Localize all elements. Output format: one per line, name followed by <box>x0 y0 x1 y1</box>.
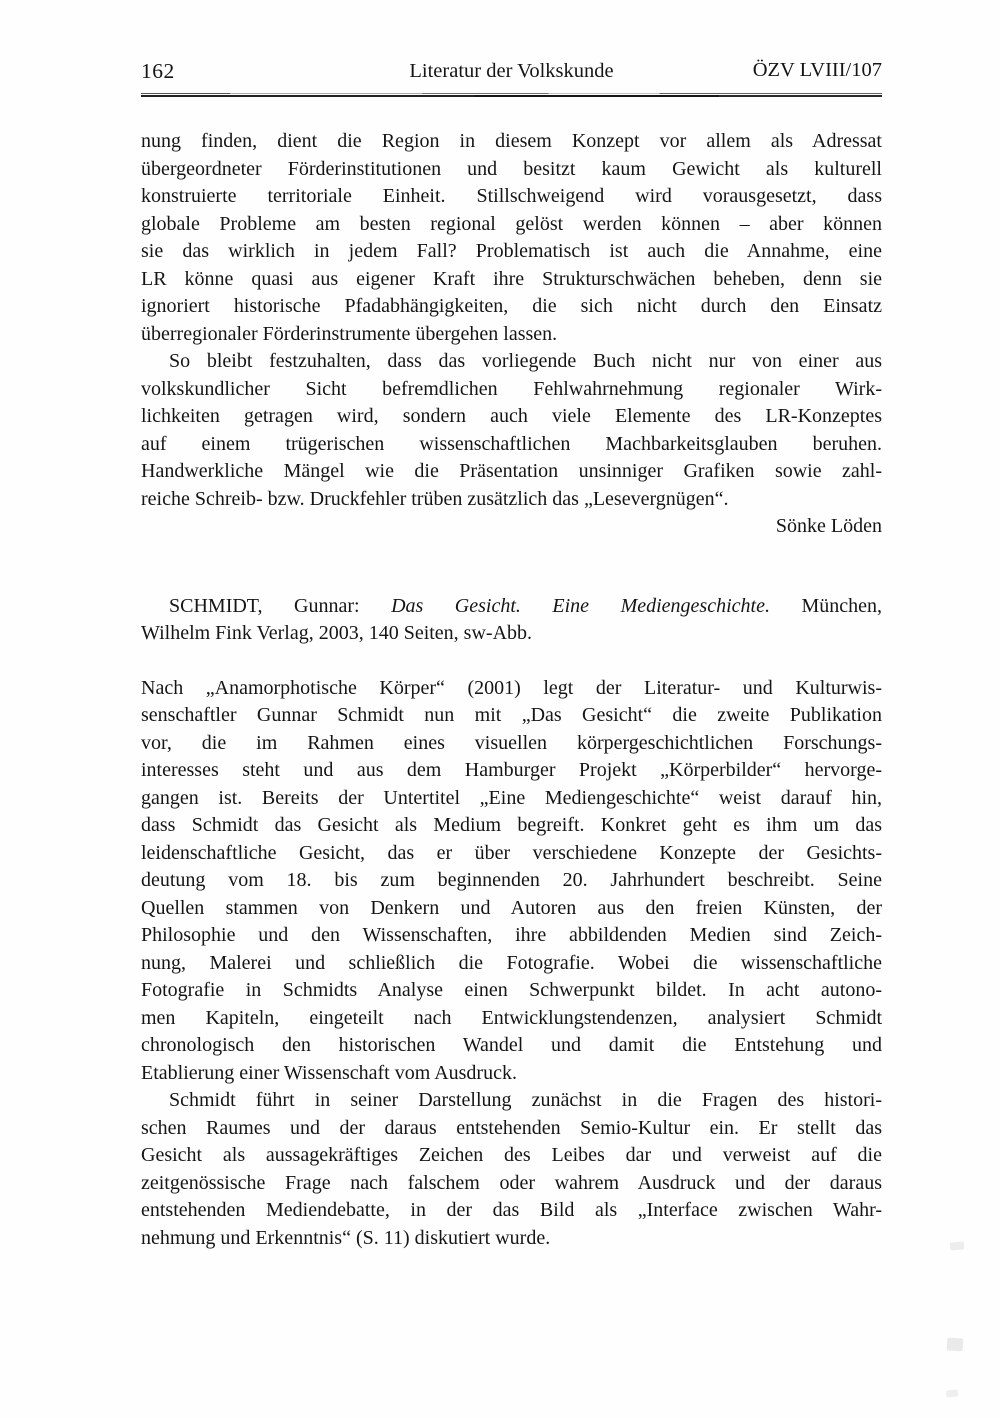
text-line: zeitgenössische Frage nach falschem oder wahrem Ausdruck und der daraus <box>141 1171 882 1194</box>
text-line: nung, Malerei und schließlich die Fotografie. Wobei die wissenschaftliche <box>141 951 882 974</box>
text-line: gangen ist. Bereits der Untertitel „Eine Mediengeschichte“ weist darauf hin, <box>141 786 882 809</box>
text-line: übergeordneter Förderinstitutionen und besitzt kaum Gewicht als kulturell <box>141 157 882 180</box>
text-line: Handwerkliche Mängel wie die Präsentation unsinniger Grafiken sowie zahl- <box>141 460 882 482</box>
scan-artifact <box>947 1338 964 1352</box>
book-title-italic: Das Gesicht. Eine Mediengeschichte. <box>391 594 770 617</box>
book-reference-heading <box>141 593 882 648</box>
text-line: konstruierte territoriale Einheit. Stillschweigend wird vorausgesetzt, dass <box>141 185 882 207</box>
heading-text: SCHMIDT, Gunnar: <box>169 594 392 617</box>
page-body <box>141 128 882 1252</box>
text-line: volkskundlicher Sicht befremdlichen Fehlwahrnehmung regionaler Wirk- <box>141 377 882 400</box>
text-line: Fotografie in Schmidts Analyse einen Schwerpunkt bildet. In acht autono- <box>141 979 882 1001</box>
page-header <box>141 59 882 86</box>
text-line: chronologisch den historischen Wandel und damit die Entstehung und <box>141 1034 882 1056</box>
text-line: Quellen stammen von Denkern und Autoren aus den freien Künsten, der <box>141 896 882 919</box>
text-line: ignoriert historische Pfadabhängigkeiten, die sich nicht durch den Einsatz <box>141 295 882 317</box>
scan-artifact <box>946 1389 959 1397</box>
review-conclusion-paragraph <box>141 348 882 513</box>
reviewer-signature: Sönke Löden <box>775 515 882 537</box>
text-line: So bleibt festzuhalten, dass das vorliegende Buch nicht nur von einer aus <box>169 350 882 372</box>
text-line: LR könne quasi aus eigener Kraft ihre Strukturschwächen beheben, denn sie <box>141 267 882 290</box>
text-line: leidenschaftliche Gesicht, das er über verschiedene Konzepte der Gesichts- <box>141 841 882 864</box>
issue-label: ÖZV LVIII/107 <box>752 59 882 81</box>
running-title: Literatur der Volkskunde <box>409 60 614 82</box>
book-reference-line2: Wilhelm Fink Verlag, 2003, 140 Seiten, sw-Abb. <box>141 622 533 644</box>
text-line: schen Raumes und der daraus entstehenden Semio-Kultur ein. Er stellt das <box>141 1116 882 1139</box>
text-line: entstehenden Mediendebatte, in der das Bild als „Interface zwischen Wahr- <box>141 1199 882 1221</box>
text-line: Gesicht als aussagekräftiges Zeichen des Leibes dar und verweist auf die <box>141 1144 882 1166</box>
text-line: dass Schmidt das Gesicht als Medium begreift. Konkret geht es ihm um das <box>141 814 882 836</box>
heading-text: München, <box>769 594 882 617</box>
page-number: 162 <box>141 59 175 83</box>
text-column <box>141 0 882 1252</box>
text-line: überregionaler Förderinstrumente übergehen lassen. <box>141 322 558 345</box>
text-line: globale Probleme am besten regional gelöst werden können – aber können <box>141 212 882 235</box>
review-continued-paragraph <box>141 128 882 348</box>
scan-artifact <box>950 1242 965 1251</box>
text-line: Philosophie und den Wissenschaften, ihre abbildenden Medien sind Zeich- <box>141 924 882 946</box>
text-line: Nach „Anamorphotische Körper“ (2001) legt der Literatur- und Kulturwis- <box>141 676 882 699</box>
text-line: nung finden, dient die Region in diesem Konzept vor allem als Adressat <box>141 130 882 152</box>
text-line: men Kapiteln, eingeteilt nach Entwicklungstendenzen, analysiert Schmidt <box>141 1006 882 1029</box>
text-line: lichkeiten getragen wird, sondern auch viele Elemente des LR-Konzeptes <box>141 405 882 427</box>
text-line: reiche Schreib- bzw. Druckfehler trüben zusätzlich das „Lesevergnügen“. <box>141 487 729 510</box>
book-reference-line1 <box>141 593 882 621</box>
text-line: nehmung und Erkenntnis“ (S. 11) diskutiert wurde. <box>141 1226 551 1249</box>
text-line: interesses steht und aus dem Hamburger Projekt „Körperbilder“ hervorge- <box>141 759 882 781</box>
review-intro-paragraph <box>141 675 882 1088</box>
text-line: Schmidt führt in seiner Darstellung zunächst in die Fragen des histori- <box>169 1089 882 1111</box>
review-second-paragraph <box>141 1087 882 1252</box>
header-rule <box>141 93 882 97</box>
text-line: auf einem trügerischen wissenschaftlichen Machbarkeitsglauben beruhen. <box>141 432 882 455</box>
text-line: sie das wirklich in jedem Fall? Problematisch ist auch die Annahme, eine <box>141 240 882 262</box>
text-line: deutung vom 18. bis zum beginnenden 20. Jahrhundert beschreibt. Seine <box>141 869 882 891</box>
text-line: vor, die im Rahmen eines visuellen körpergeschichtlichen Forschungs- <box>141 731 882 754</box>
text-line: senschaftler Gunnar Schmidt nun mit „Das Gesicht“ die zweite Publikation <box>141 704 882 726</box>
text-line: Etablierung einer Wissenschaft vom Ausdruck. <box>141 1061 517 1084</box>
